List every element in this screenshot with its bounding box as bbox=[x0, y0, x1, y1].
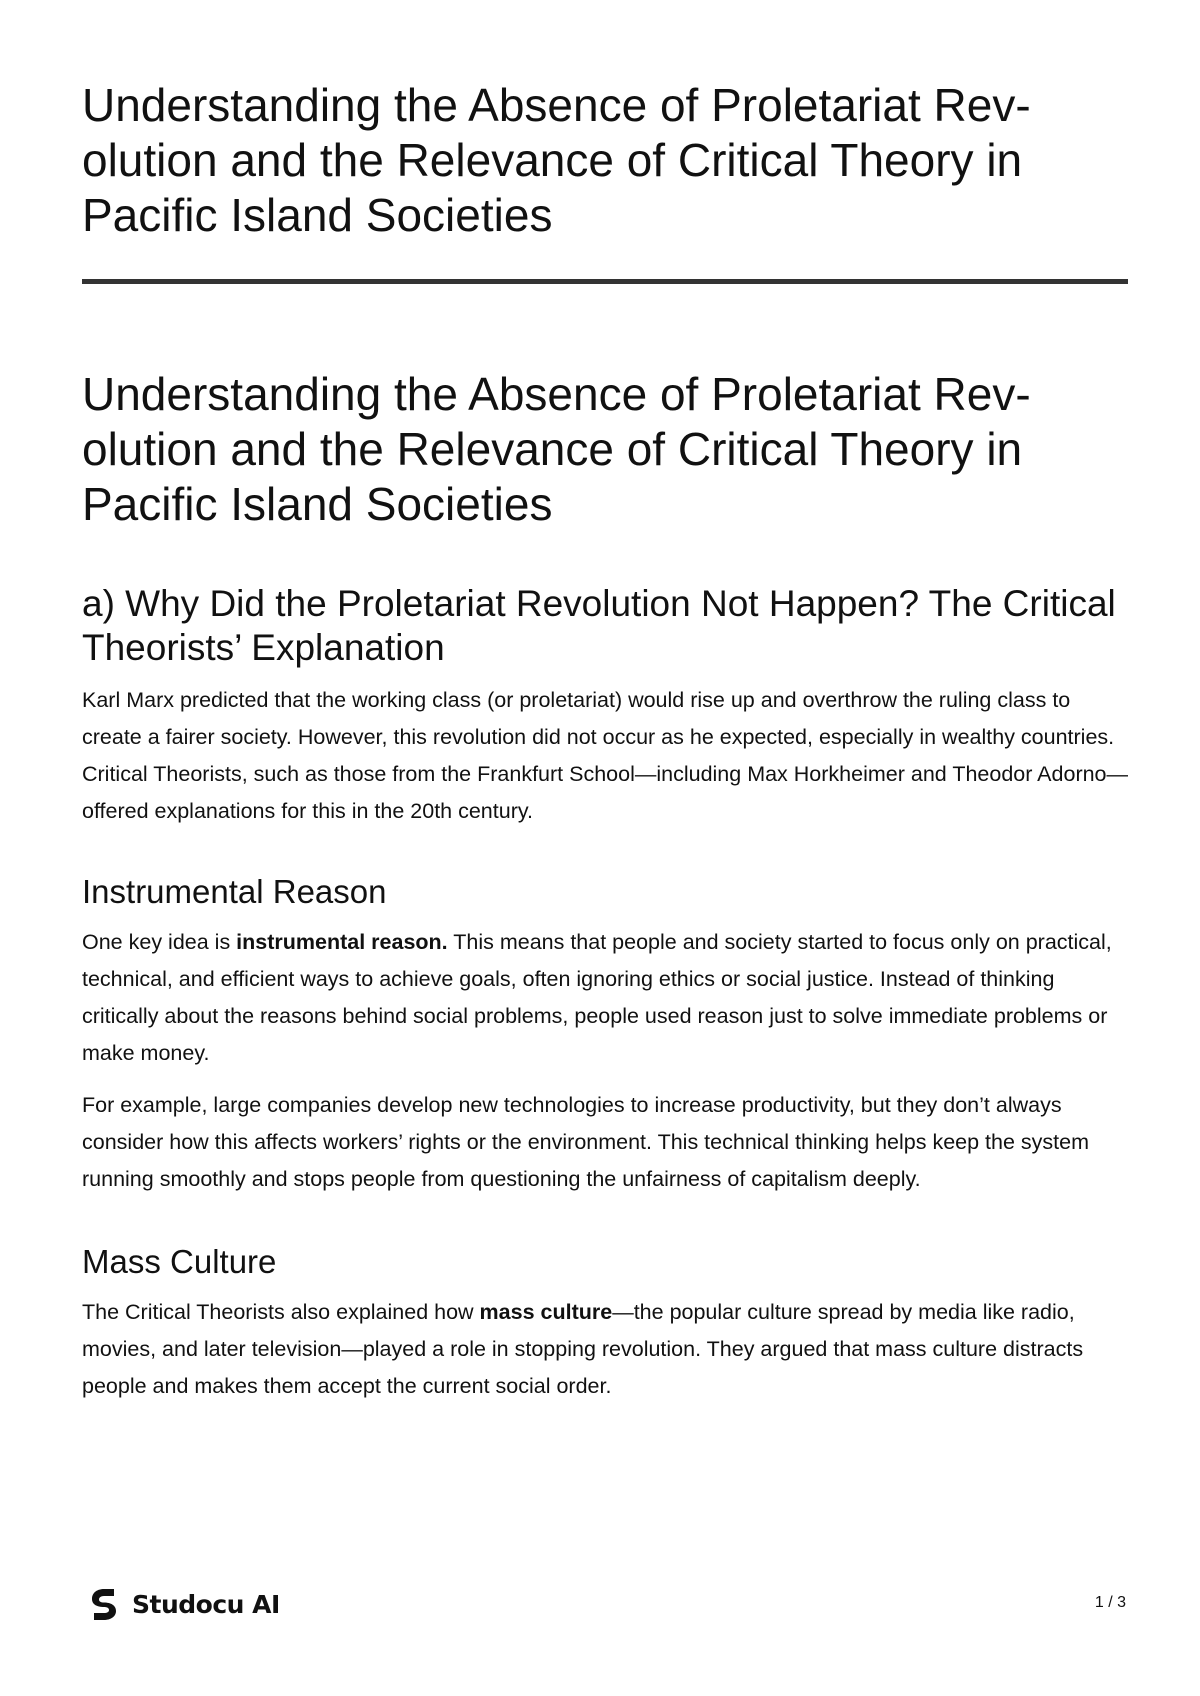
document-title: Understanding the Absence of Proletariat Rev- olution and the Relevance of Critical Theory in Pacific Island Societies bbox=[82, 79, 1031, 241]
part-a-intro-paragraph: Karl Marx predicted that the working class (or proletariat) would rise up and overthrow the ruling class to create a fairer society. However, this revolution did not occur as he expected, especially in wealthy countries. Critical Theorists, such as those from the Frankfurt School—including Max Horkheimer and Theodor Adorno—offered explanations for this in the 20th century. bbox=[82, 688, 1129, 823]
paragraph-text: One key idea is bbox=[82, 930, 237, 954]
instrumental-reason-paragraph-2: For example, large companies develop new technologies to increase productivity, but they don’t always consider how this affects workers’ rights or the environment. This technical thinking helps keep the system running smoothly and stops people from questioning the unfairness of capitalism deeply. bbox=[82, 1093, 1090, 1191]
title-divider bbox=[82, 279, 1128, 284]
paragraph-text: This means that people and society started to focus only on practical, technical, and efficient ways to achieve goals, often ignoring ethics or social justice. Instead of thinking critically about the reasons behind social problems, people used reason just to solve immediate problems or make money. bbox=[82, 930, 1112, 1065]
brand-name: Studocu AI bbox=[132, 1589, 280, 1619]
paragraph-text: The Critical Theorists also explained how bbox=[82, 1300, 480, 1324]
mass-culture-heading: Mass Culture bbox=[82, 1243, 277, 1280]
page-number: 1 / 3 bbox=[1094, 1594, 1126, 1611]
document-page bbox=[82, 78, 1128, 1405]
bold-term-mass-culture: mass culture bbox=[479, 1300, 613, 1324]
page-footer bbox=[86, 1582, 1126, 1626]
bold-term-instrumental-reason: instrumental reason. bbox=[236, 930, 448, 954]
section-title: Understanding the Absence of Proletariat Rev- olution and the Relevance of Critical Theory in Pacific Island Societies bbox=[82, 368, 1031, 530]
studocu-logo[interactable] bbox=[86, 1582, 280, 1626]
studocu-logo-icon bbox=[86, 1586, 122, 1622]
instrumental-reason-heading: Instrumental Reason bbox=[82, 873, 387, 910]
instrumental-reason-paragraph-1 bbox=[82, 924, 1128, 1072]
paragraph-text: —the popular culture spread by media like radio, movies, and later television—played a role in stopping revolution. They argued that mass culture distracts people and makes them accept the current social order. bbox=[82, 1300, 1084, 1398]
mass-culture-paragraph-1 bbox=[82, 1294, 1128, 1405]
part-a-heading: a) Why Did the Proletariat Revolution Not Happen? The Critical Theorists’ Explanation bbox=[82, 583, 1116, 668]
